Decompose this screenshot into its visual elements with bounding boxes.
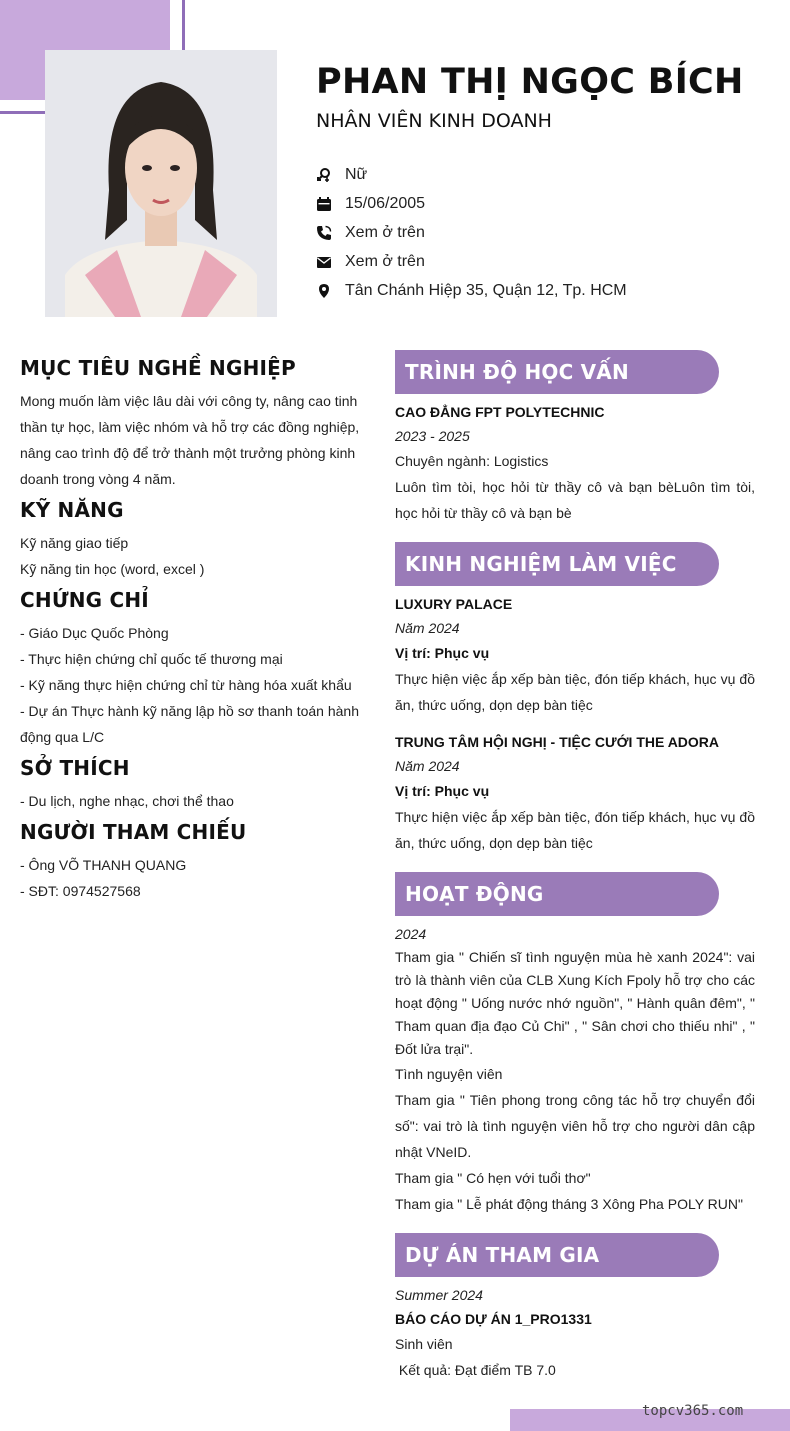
job-description: Thực hiện việc ắp xếp bàn tiệc, đón tiếp khách, hục vụ đồ ăn, thức uống, dọn dẹp bàn tiệc: [395, 671, 755, 713]
skill-item: Kỹ năng giao tiếp: [20, 535, 129, 551]
education-section: [395, 350, 755, 526]
project-name: BÁO CÁO DỰ ÁN 1_PRO1331: [395, 1311, 592, 1327]
objective-section: [20, 356, 360, 492]
contact-phone-text: Xem ở trên: [345, 223, 425, 241]
contact-email: [316, 247, 627, 276]
certificate-item: - Kỹ năng thực hiện chứng chỉ từ hàng hóa xuất khẩu: [20, 677, 352, 693]
contact-address-text: Tân Chánh Hiệp 35, Quận 12, Tp. HCM: [345, 281, 627, 299]
reference-item: - Ông VÕ THANH QUANG: [20, 857, 187, 873]
activity-item: Tình nguyện viên: [395, 1066, 503, 1082]
job-description: Thực hiện việc ắp xếp bàn tiệc, đón tiếp khách, hục vụ đồ ăn, thức uống, dọn dẹp bàn tiệc: [395, 809, 755, 851]
project-role: Sinh viên: [395, 1336, 453, 1352]
activity-item: Tham gia " Tiên phong trong công tác hỗ trợ chuyển đổi số": vai trò là tình nguyện viên hỗ trợ cho người dân cập nhật VNeID.: [395, 1092, 755, 1160]
skills-section: [20, 498, 360, 582]
job-role: Vị trí: Phục vụ: [395, 645, 490, 661]
activities-intro: Tham gia " Chiến sĩ tình nguyện mùa hè xanh 2024": vai trò là thành viên của CLB Xung Kích Fpoly hỗ trợ cho các hoạt động " Uống nước nhớ nguồn", " Hành quân đêm", " Tham quan địa đạo Củ Chi" , " Sân chơi cho thiếu nhi" , " Đốt lửa trại".: [395, 949, 755, 1057]
certificate-item: - Dự án Thực hành kỹ năng lập hồ sơ thanh toán hành động qua L/C: [20, 703, 360, 745]
projects-heading: DỰ ÁN THAM GIA: [395, 1233, 719, 1277]
contact-gender: [316, 160, 627, 189]
hobby-item: - Du lịch, nghe nhạc, chơi thể thao: [20, 793, 234, 809]
education-note: Luôn tìm tòi, học hỏi từ thầy cô và bạn bèLuôn tìm tòi, học hỏi từ thầy cô và bạn bè: [395, 479, 755, 521]
contact-phone: [316, 218, 627, 247]
contact-email-text: Xem ở trên: [345, 252, 425, 270]
certificate-item: - Thực hiện chứng chỉ quốc tế thương mại: [20, 651, 283, 667]
objective-text: Mong muốn làm việc lâu dài với công ty, nâng cao tinh thần tự học, làm việc nhóm và hỗ trợ các đồng nghiệp, nâng cao trình độ để trở thành một trưởng phòng kinh doanh trong vòng 4 năm.: [20, 393, 360, 487]
left-column: [20, 350, 360, 910]
hobbies-heading: SỞ THÍCH: [20, 756, 130, 780]
project-result: Kết quả: Đạt điểm TB 7.0: [395, 1362, 556, 1378]
contact-list: [316, 160, 627, 305]
reference-item: - SĐT: 0974527568: [20, 883, 141, 899]
projects-section: [395, 1233, 755, 1383]
experience-heading: KINH NGHIỆM LÀM VIỆC: [395, 542, 719, 586]
calendar-icon: [316, 196, 332, 212]
activity-item: Tham gia " Có hẹn với tuổi thơ": [395, 1170, 591, 1186]
activities-section: [395, 872, 755, 1217]
activity-item: Tham gia " Lễ phát động tháng 3 Xông Pha POLY RUN": [395, 1196, 743, 1212]
job-period: Năm 2024: [395, 620, 460, 636]
skills-heading: KỸ NĂNG: [20, 498, 124, 522]
job-company: TRUNG TÂM HỘI NGHỊ - TIỆC CƯỚI THE ADORA: [395, 734, 720, 750]
contact-birthday: [316, 189, 627, 218]
objective-heading: MỤC TIÊU NGHỀ NGHIỆP: [20, 356, 296, 380]
contact-address: [316, 276, 627, 305]
location-icon: [316, 283, 332, 299]
job-entry: [395, 730, 755, 856]
activities-period: 2024: [395, 926, 427, 942]
candidate-position: NHÂN VIÊN KINH DOANH: [316, 110, 552, 132]
school-name: CAO ĐẲNG FPT POLYTECHNIC: [395, 404, 605, 420]
education-major: Chuyên ngành: Logistics: [395, 453, 549, 469]
certificates-section: [20, 588, 360, 750]
hobbies-section: [20, 756, 360, 814]
education-period: 2023 - 2025: [395, 428, 470, 444]
project-period: Summer 2024: [395, 1287, 483, 1303]
watermark: topcv365.com: [642, 1403, 744, 1419]
gender-icon: [316, 167, 332, 183]
profile-photo: [45, 50, 277, 317]
candidate-name: PHAN THỊ NGỌC BÍCH: [316, 62, 744, 102]
job-period: Năm 2024: [395, 758, 460, 774]
job-role: Vị trí: Phục vụ: [395, 783, 490, 799]
email-icon: [316, 254, 332, 270]
job-company: LUXURY PALACE: [395, 596, 513, 612]
certificates-heading: CHỨNG CHỈ: [20, 588, 149, 612]
job-entry: [395, 592, 755, 718]
references-section: [20, 820, 360, 904]
experience-section: [395, 542, 755, 856]
phone-icon: [316, 225, 332, 241]
contact-gender-text: Nữ: [345, 165, 368, 183]
education-heading: TRÌNH ĐỘ HỌC VẤN: [395, 350, 719, 394]
right-column: [395, 350, 755, 1399]
skill-item: Kỹ năng tin học (word, excel ): [20, 561, 205, 577]
activities-heading: HOẠT ĐỘNG: [395, 872, 719, 916]
references-heading: NGƯỜI THAM CHIẾU: [20, 820, 247, 844]
contact-birthday-text: 15/06/2005: [345, 194, 426, 212]
certificate-item: - Giáo Dục Quốc Phòng: [20, 625, 169, 641]
